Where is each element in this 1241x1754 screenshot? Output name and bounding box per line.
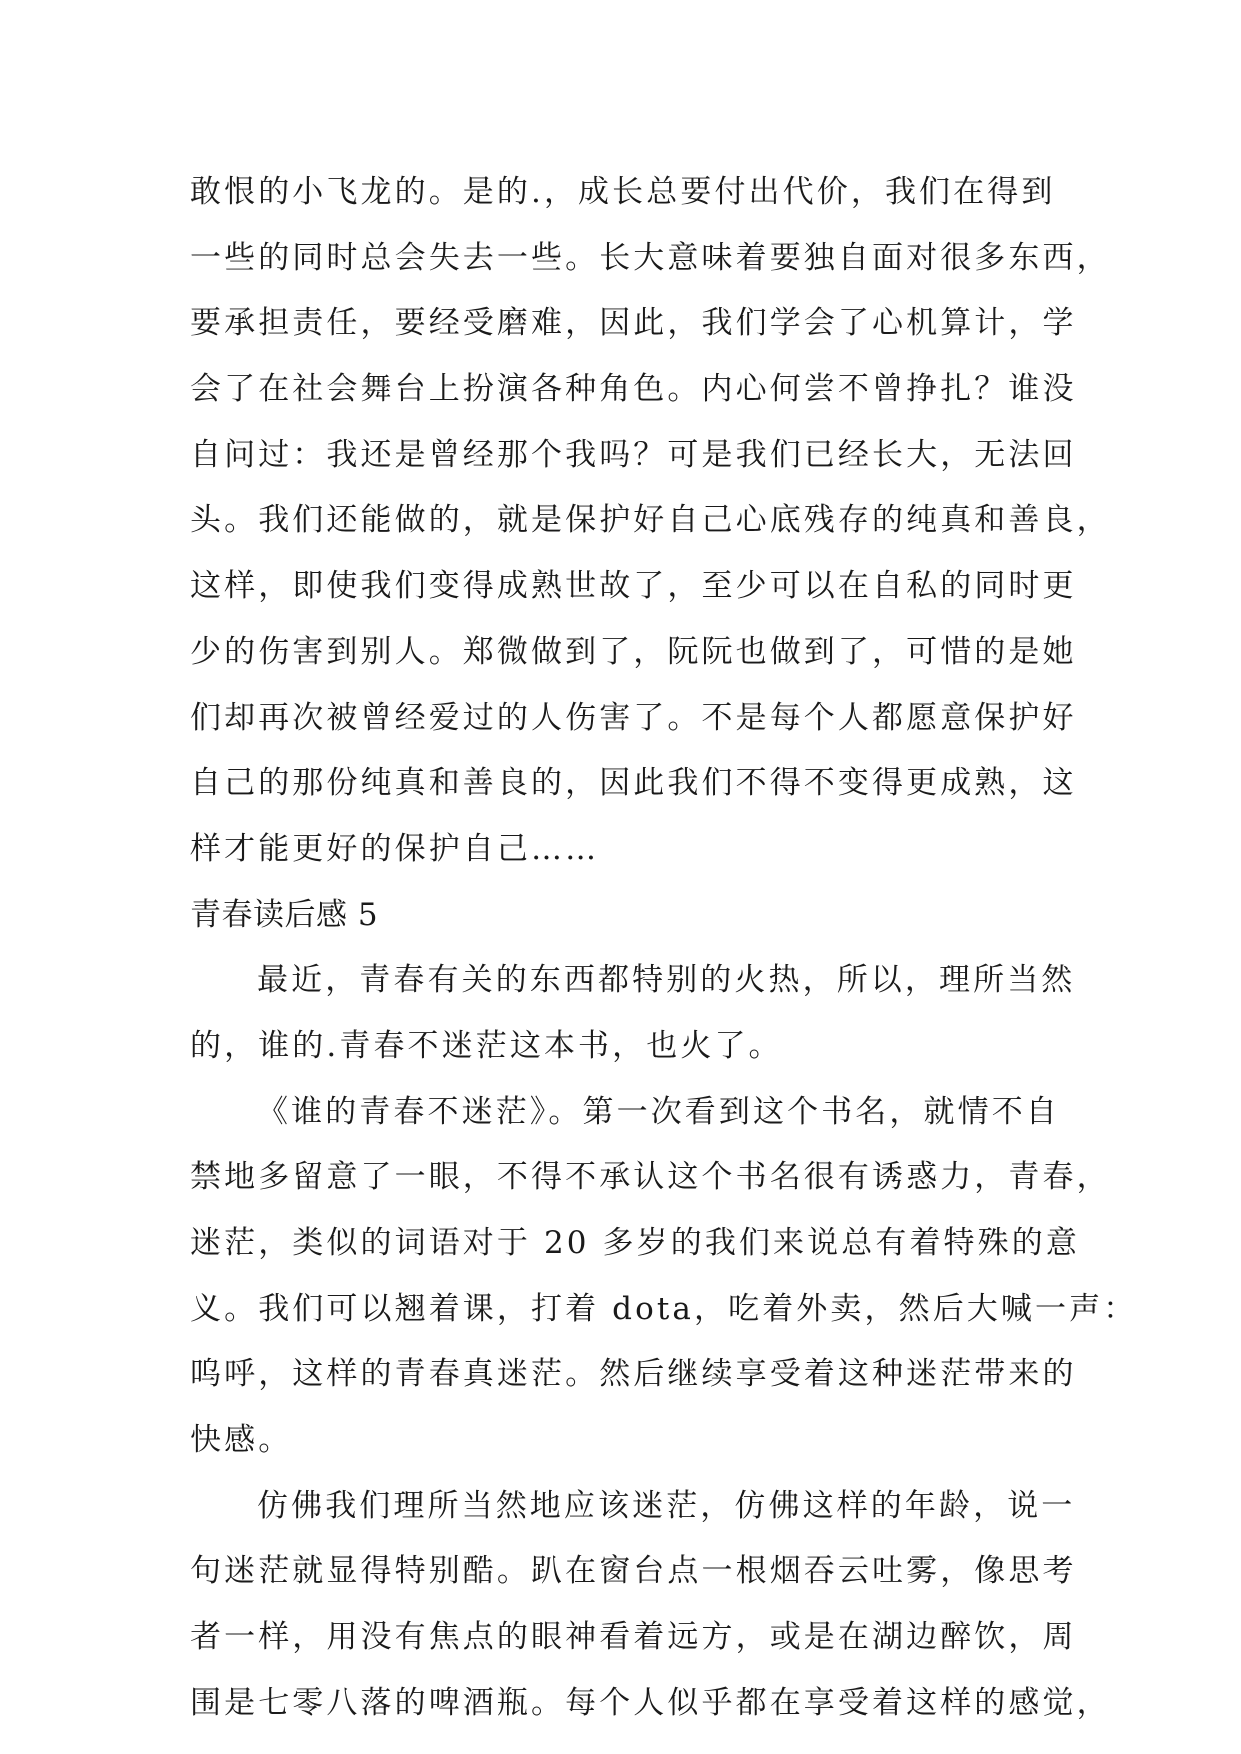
text-line: 自己的那份纯真和善良的，因此我们不得不变得更成熟，这 <box>190 765 1077 802</box>
text-line: 的，谁的.青春不迷茫这本书，也火了。 <box>190 1027 783 1064</box>
text-line: 要承担责任，要经受磨难，因此，我们学会了心机算计，学 <box>190 305 1077 342</box>
text-line: 禁地多留意了一眼，不得不承认这个书名很有诱惑力，青春， <box>190 1159 1111 1196</box>
text-line: 句迷茫就显得特别酷。趴在窗台点一根烟吞云吐雾，像思考 <box>190 1553 1077 1590</box>
text-line: 们却再次被曾经爱过的人伤害了。不是每个人都愿意保护好 <box>190 699 1077 736</box>
text-line: 自问过：我还是曾经那个我吗？可是我们已经长大，无法回 <box>190 436 1077 473</box>
paragraph-first-line: 仿佛我们理所当然地应该迷茫，仿佛这样的年龄，说一 <box>257 1487 1076 1524</box>
text-line: 者一样，用没有焦点的眼神看着远方，或是在湖边醉饮，周 <box>190 1619 1077 1656</box>
paragraph-first-line: 《谁的青春不迷茫》。第一次看到这个书名，就情不自 <box>257 1093 1060 1130</box>
text-line: 快感。 <box>190 1422 293 1459</box>
text-line: 呜呼，这样的青春真迷茫。然后继续享受着这种迷茫带来的 <box>190 1356 1077 1393</box>
text-line: 会了在社会舞台上扮演各种角色。内心何尝不曾挣扎？谁没 <box>190 371 1077 408</box>
text-line: 迷茫，类似的词语对于 20 多岁的我们来说总有着特殊的意 <box>190 1225 1080 1261</box>
text-line: 义。我们可以翘着课，打着 dota，吃着外卖，然后大喊一声： <box>190 1290 1138 1327</box>
paragraph-first-line: 最近，青春有关的东西都特别的火热，所以，理所当然 <box>257 962 1076 999</box>
text-line: 这样，即使我们变得成熟世故了，至少可以在自私的同时更 <box>190 568 1077 605</box>
document-body <box>190 160 1190 1737</box>
text-line: 少的伤害到别人。郑微做到了，阮阮也做到了，可惜的是她 <box>190 633 1077 670</box>
text-line: 样才能更好的保护自己…… <box>190 830 600 867</box>
text-line: 围是七零八落的啤酒瓶。每个人似乎都在享受着这样的感觉， <box>190 1684 1111 1721</box>
text-line: 一些的同时总会失去一些。长大意味着要独自面对很多东西， <box>190 239 1111 276</box>
section-heading: 青春读后感 5 <box>190 896 379 933</box>
text-line: 头。我们还能做的，就是保护好自己心底残存的纯真和善良， <box>190 502 1111 539</box>
text-line: 敢恨的小飞龙的。是的.，成长总要付出代价，我们在得到 <box>190 174 1056 210</box>
